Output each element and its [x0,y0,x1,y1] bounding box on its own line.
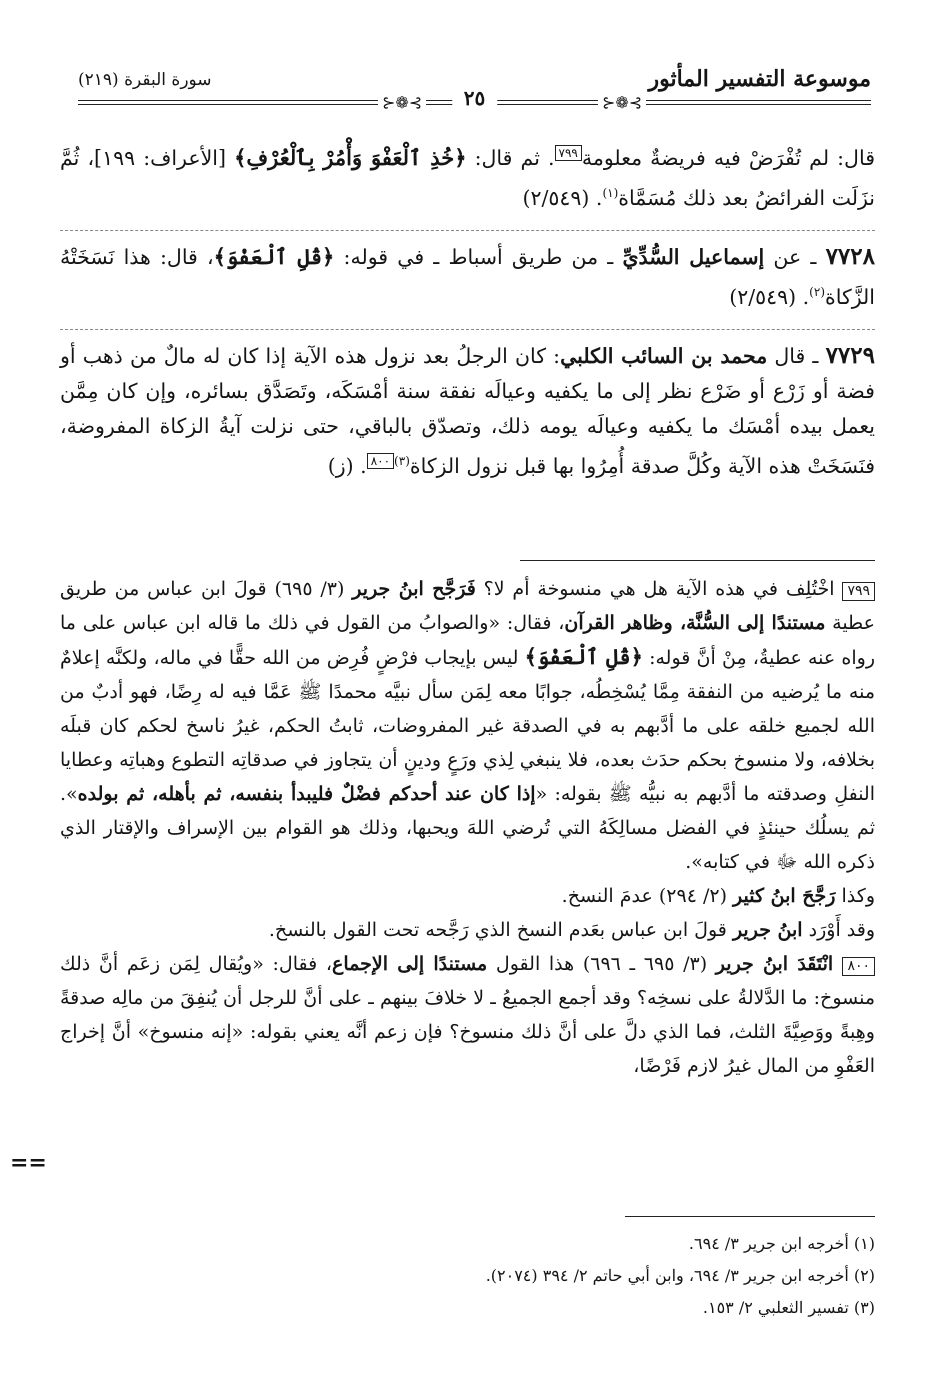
paragraph [60,230,875,315]
text: ليس بإيجاب فرْضٍ فُرِض من الله حقًّا في ماله، ولكنَّه إعلامٌ منه ما يُرضيه من النفقة مِمَّا يُسْخِطُه، جوابًا معه لِمَن سأل نبيَّه محمدًا ﷺ عَمَّا فيه له رِضًا، فهو أدبٌ من الله لجميع خلقه على ما أدَّبهم به في الصدقة غير المفروضات، ثابتُ الحكم، غيرُ ناسخ لحكم كان قبلَه بخلافه، ولا منسوخ بحكم حدَث بعده، فلا ينبغي لِذي ورَعٍ ودينٍ أن يتجاوز في صدقاتِه التطوع وهباتِه وعطايا النفلِ وصدقته ما أدَّبهم به نبيُّه ﷺ بقوله: « [60,647,875,805]
bold-text: رَجَّحَ ابنُ كثير [733,885,836,907]
footnote-ref[interactable]: (٢) [809,284,825,299]
text: : كان الرجلُ بعد نزول هذه الآية إذا كان له مالٌ من ذهب أو فضة أو زَرْع أو ضَرْع نظر إلى ما يكفيه وعيالَه نفقة سنة أمْسَكَه، وتَصَدَّق بسائره، وإن كان مِمَّن يعمل بيده أمْسَك ما يكفيه وعيالَه يومه ذلك، وتصدّق بالباقي، حتى نزلت آيةُ الزكاة المفروضة، فنَسَخَتْ هذه الآية وكُلَّ صدقة أُمِرُوا بها قبل نزول الزكاة [60,343,875,478]
note-line [60,879,875,913]
bold-text: ابنُ جرير [732,919,803,941]
note-line [60,913,875,947]
text: [الأعراف: ١٩٩]، ثُمَّ نزَلَت الفرائضُ بعد ذلك مُسَمَّاة [60,146,875,210]
bold-text: مستندًا إلى الإجماع [332,953,488,975]
continuation-mark: == [10,1150,47,1176]
note-number: ٧٩٩ [842,582,875,601]
bold-text: انْتَقَدَ ابنُ جرير [715,953,843,975]
text: ـ عن [764,244,826,269]
text: . (ز) [327,453,367,478]
text: وكذا [835,885,875,907]
commentary-ref[interactable]: ٧٩٩ [555,145,582,161]
quran-verse: ﴿قُلِ ٱلْعَفْوَ﴾ [524,644,643,669]
bold-text: مستندًا إلى السُّنَّة، وظاهر القرآن [564,612,826,634]
text: وقد أَوْرَد [802,919,875,941]
notes-separator [520,560,875,561]
narrator-name: محمد بن السائب الكلبي [560,343,768,368]
text: ـ قال [767,343,826,368]
ornament-icon: ⊱❁⊰ [598,93,646,112]
text: (٢/ ٢٩٤) عدمَ النسخ. [561,885,734,907]
text: (٣/ ٦٩٥ ـ ٦٩٦) هذا القول [487,953,716,975]
narrator-name: إسماعيل السُّدِّيِّ [622,244,765,269]
ornament-icon: ⊱❁⊰ [378,93,426,112]
paragraph [60,329,875,484]
text: قال: لم تُفْرَضْ فيه فريضةٌ معلومة [581,146,876,170]
note-number: ٨٠٠ [842,957,875,976]
text: قولَ ابن عباس بعَدم النسخ الذي رَجَّحه تحت القول بالنسخ. [268,919,733,941]
text: ، فقال: «ويُقال لِمَن زعَم أنَّ ذلك منسوخ: ما الدَّلالةُ على نسخِه؟ وقد أجمع الجميعُ ـ لا خلافَ بينهم ـ على أنَّ للرجل أن يُنفِقَ من مالِه صدقةً وهِبةً ووَصِيَّةَ الثلث، فما الذي دلَّ على أنَّ ذلك منسوخ؟ فإن زعم أنَّه يعني بقوله: «إنه منسوخ» أنَّ إخراج العَفْوِ من المال غيرُ لازم فَرْضًا، [60,953,875,1077]
text: ». ثم يسلُك حينئذٍ في الفضل مسالِكَهُ التي تُرضي اللهَ ويحبها، وذلك هو القوام بين الإسراف والإقتار الذي ذكره الله ﷻ في كتابه». [60,783,875,873]
hadith-text: إذا كان عند أحدكم فضْلٌ فليبدأ بنفسه، ثم بأهله، ثم بولده [77,783,536,805]
commentary-notes [60,572,875,1083]
footnote: (٢) أخرجه ابن جرير ٣/ ٦٩٤، وابن أبي حاتم ٢/ ٣٩٤ (٢٠٧٤). [485,1266,875,1285]
surah-label: سورة البقرة (٢١٩) [78,70,212,90]
text: . (٢/٥٤٩) [522,185,603,210]
footnote: (٣) تفسير الثعلبي ٢/ ١٥٣. [702,1298,875,1317]
commentary-ref[interactable]: ٨٠٠ [367,453,394,469]
footnote-ref[interactable]: (١) [602,186,619,200]
text: ، قال: هذا نَسَخَتْهُ الزَّكاة [60,244,875,309]
footnotes [60,1228,875,1324]
footnote: (١) أخرجه ابن جرير ٣/ ٦٩٤. [688,1234,875,1253]
text: . ثم قال: [466,146,555,170]
note-799 [60,572,875,879]
note-800 [60,947,875,1083]
text: . (٢/٥٤٩) [729,284,810,309]
quran-verse: ﴿خُذِ ٱلْعَفْوَ وَأْمُرْ بِٱلْعُرْفِ﴾ [234,145,467,170]
quran-verse: ﴿قُلِ ٱلْعَفْوَ﴾ [213,243,335,269]
text: ـ من طريق أسباط ـ في قوله: [334,244,623,269]
text: اخْتُلِف في هذه الآية هل هي منسوخة أم لا؟ [475,578,843,600]
narration-number: ٧٧٢٨ [825,242,875,270]
footnote-separator [625,1216,875,1217]
footnote-ref[interactable]: (٣) [394,453,410,468]
narration-number: ٧٧٢٩ [825,341,875,369]
text: ، فقال: «والصوابُ من القول في ذلك ما قاله ابن عباس على ما رواه عنه عطيةُ، مِنْ أنَّ قوله: [60,612,876,669]
page-header [78,66,871,112]
bold-text: فَرَجَّح ابنُ جرير [352,578,476,600]
text: (٣/ ٦٩٥) قولَ ابن عباس من طريق عطية [60,578,875,634]
paragraph [60,140,875,216]
book-title: موسوعة التفسير المأثور [648,66,871,92]
page-number: ٢٥ [452,86,497,110]
main-text [60,140,875,497]
